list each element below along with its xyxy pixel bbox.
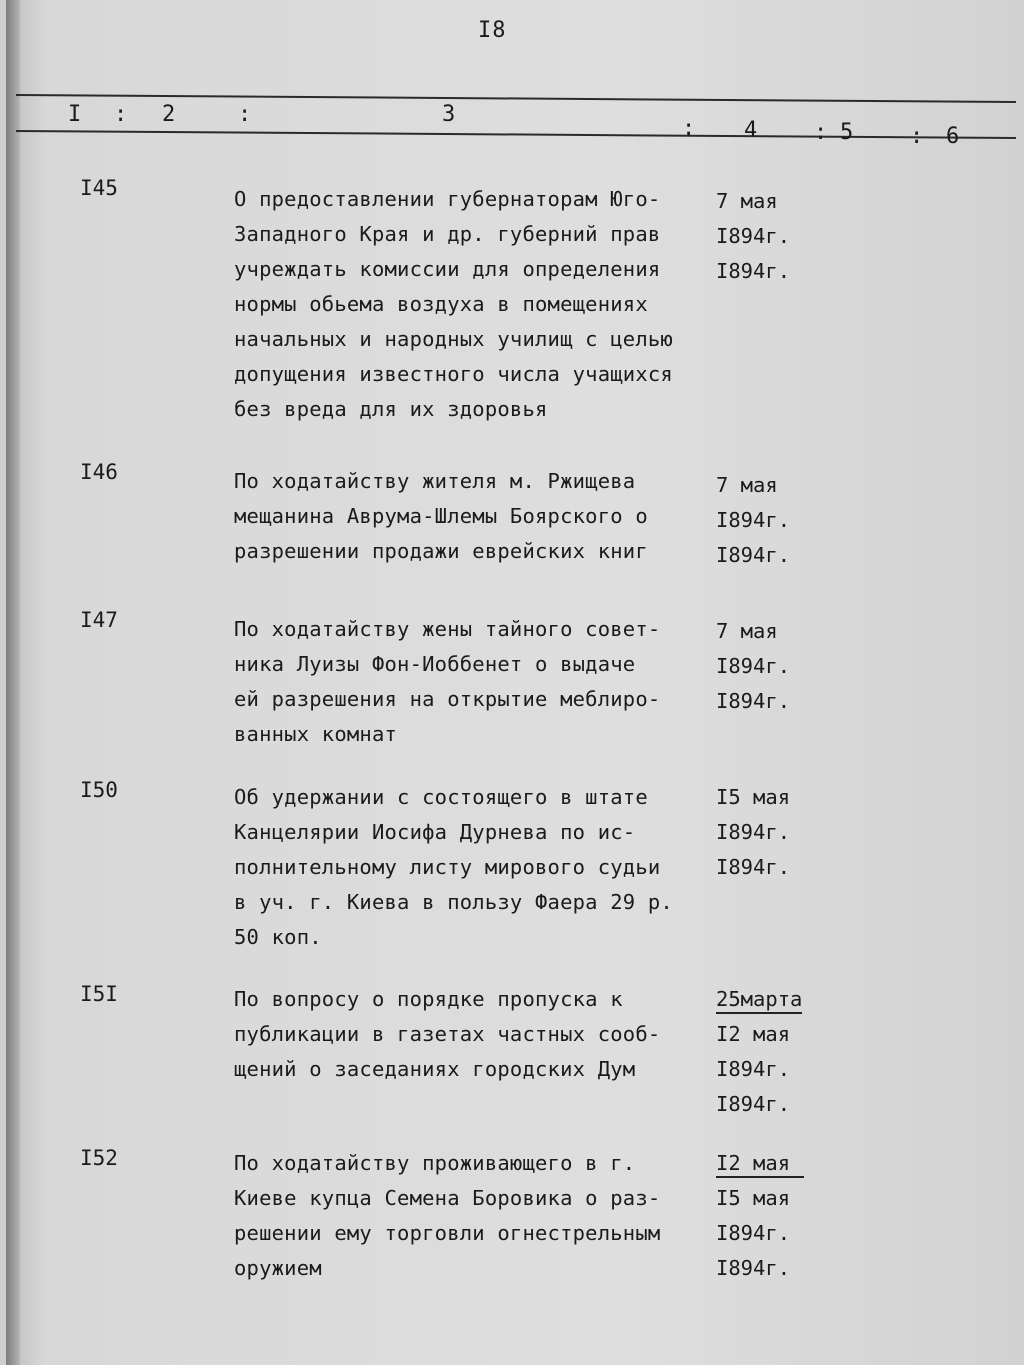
description-line: начальных и народных училищ с целью bbox=[234, 327, 673, 351]
header-rule-bottom bbox=[16, 130, 1016, 139]
date-line bbox=[716, 982, 826, 1017]
date-line: I894г. bbox=[716, 1092, 791, 1116]
description-line: По вопросу о порядке пропуска к bbox=[234, 987, 623, 1011]
date-line: I894г. bbox=[716, 820, 791, 844]
description-line: По ходатайству жителя м. Ржищева bbox=[234, 469, 636, 493]
column-separator: : bbox=[238, 102, 252, 127]
entry-dates bbox=[716, 184, 826, 289]
date-line: I5 мая bbox=[716, 785, 791, 809]
description-line: ей разрешения на открытие меблиро- bbox=[234, 687, 661, 711]
date-line: I894г. bbox=[716, 508, 791, 532]
column-header-6: 6 bbox=[946, 124, 960, 149]
description-line: мещанина Аврума-Шлемы Боярского о bbox=[234, 504, 648, 528]
description-line: учреждать комиссии для определения bbox=[234, 257, 661, 281]
column-separator: : bbox=[682, 116, 696, 141]
entry-description bbox=[234, 182, 714, 427]
description-line: нормы обьема воздуха в помещениях bbox=[234, 292, 648, 316]
entry-description bbox=[234, 464, 714, 569]
description-line: полнительному листу мирового судьи bbox=[234, 855, 661, 879]
entry-description bbox=[234, 982, 714, 1087]
description-line: О предоставлении губернаторам Юго- bbox=[234, 187, 661, 211]
column-separator: : bbox=[114, 102, 128, 127]
column-header-1: I bbox=[68, 102, 82, 127]
description-line: Об удержании с состоящего в штате bbox=[234, 785, 648, 809]
date-line: I894г. bbox=[716, 1221, 791, 1245]
entry-number: I47 bbox=[80, 608, 118, 632]
entry-number: I5I bbox=[80, 982, 118, 1006]
entry-number: I46 bbox=[80, 460, 118, 484]
underlined-date: 25марта bbox=[716, 986, 802, 1014]
description-line: без вреда для их здоровья bbox=[234, 397, 548, 421]
date-line: I894г. bbox=[716, 543, 791, 567]
description-line: Западного Края и др. губерний прав bbox=[234, 222, 661, 246]
date-line: I894г. bbox=[716, 224, 791, 248]
date-line bbox=[716, 1146, 826, 1181]
date-line: I5 мая bbox=[716, 1186, 791, 1210]
date-line: 7 мая bbox=[716, 473, 778, 497]
column-header-3: 3 bbox=[442, 102, 456, 127]
description-line: оружием bbox=[234, 1256, 322, 1280]
description-line: Киеве купца Семена Боровика о раз- bbox=[234, 1186, 661, 1210]
description-line: решении ему торговли огнестрельным bbox=[234, 1221, 661, 1245]
date-line: I894г. bbox=[716, 654, 791, 678]
entry-dates bbox=[716, 468, 826, 573]
description-line: ванных комнат bbox=[234, 722, 398, 746]
description-line: 50 коп. bbox=[234, 925, 322, 949]
entry-dates bbox=[716, 982, 826, 1122]
entry-number: I52 bbox=[80, 1146, 118, 1170]
description-line: в уч. г. Киева в пользу Фаера 29 р. bbox=[234, 890, 673, 914]
date-line: I894г. bbox=[716, 259, 791, 283]
date-line: I894г. bbox=[716, 855, 791, 879]
column-header-4: 4 bbox=[744, 118, 758, 143]
description-line: ника Луизы Фон-Иоббенет о выдаче bbox=[234, 652, 636, 676]
entry-description bbox=[234, 612, 714, 752]
entry-number: I45 bbox=[80, 176, 118, 200]
date-line: I894г. bbox=[716, 1057, 791, 1081]
entry-dates bbox=[716, 780, 826, 885]
entry-dates bbox=[716, 614, 826, 719]
date-line: I894г. bbox=[716, 689, 791, 713]
entry-description bbox=[234, 780, 714, 955]
entry-description bbox=[234, 1146, 714, 1286]
date-line: 7 мая bbox=[716, 189, 778, 213]
description-line: Канцелярии Иосифа Дурнева по ис- bbox=[234, 820, 636, 844]
date-line: 7 мая bbox=[716, 619, 778, 643]
column-header-5: 5 bbox=[840, 120, 854, 145]
date-line: I2 мая bbox=[716, 1022, 791, 1046]
entry-number: I50 bbox=[80, 778, 118, 802]
underlined-date: I2 мая bbox=[716, 1150, 804, 1178]
column-separator: : bbox=[910, 124, 924, 149]
description-line: допущения известного числа учащихся bbox=[234, 362, 673, 386]
description-line: разрешении продажи еврейских книг bbox=[234, 539, 648, 563]
entry-dates bbox=[716, 1146, 826, 1286]
column-separator: : bbox=[814, 120, 828, 145]
description-line: По ходатайству жены тайного совет- bbox=[234, 617, 661, 641]
description-line: публикации в газетах частных сооб- bbox=[234, 1022, 661, 1046]
column-header-2: 2 bbox=[162, 102, 176, 127]
description-line: щений о заседаниях городских Дум bbox=[234, 1057, 636, 1081]
document-page bbox=[6, 0, 1024, 1365]
date-line: I894г. bbox=[716, 1256, 791, 1280]
description-line: По ходатайству проживающего в г. bbox=[234, 1151, 636, 1175]
page-number: I8 bbox=[478, 18, 507, 43]
page-binding-edge bbox=[6, 0, 20, 1365]
